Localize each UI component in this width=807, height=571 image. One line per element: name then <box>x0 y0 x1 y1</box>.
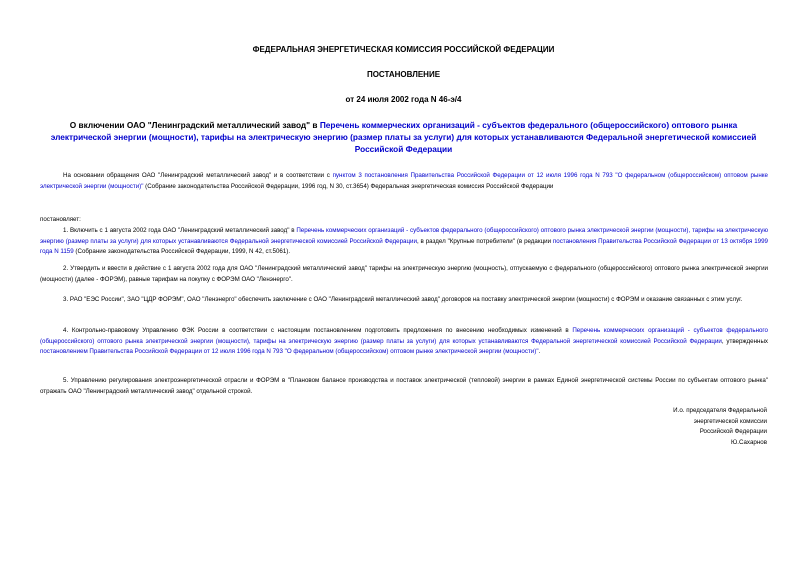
preamble-text-1: На основании обращения ОАО "Ленинградский металлический завод" и в соответствии с <box>63 172 333 179</box>
item-1-link-2[interactable]: постановления Правительства Российской Федерации от 13 октября 1999 года N 1159 <box>40 237 768 256</box>
item-1-text-2: , в раздел "Крупные потребители" (в редакции <box>416 237 553 245</box>
item-1-link-1[interactable]: Перечень коммерческих организаций - субъектов федерального (общероссийского) оптового рынка электрической энергии (мощности), тарифы на электрическую энергию (размер платы за услуги) для которых устанавливаются Федеральной энергетической комиссией Российской Федерации <box>40 227 768 245</box>
item-4-text-1: 4. Контрольно-правовому Управлению ФЭК России в соответствии с настоящим постановлением подготовить предложения по внесению необходимых изменений в <box>63 327 573 334</box>
title-link[interactable]: Перечень коммерческих организаций - субъектов федерального (общероссийского) оптового рынка электрической энергии (мощности), тарифы на электрическую энергию (размер платы за услуги) для которых устанавливаются Федеральной энергетической комиссией Российской Федерации <box>50 120 757 154</box>
signature-line-1: И.о. председателя Федеральной <box>673 407 767 414</box>
item-2-text: 2. Утвердить и ввести в действие с 1 августа 2002 года для ОАО "Ленинградский металлический завод" тарифы на электрическую энергию (мощность), отпускаемую с федерального (общероссийского) оптового рынка электрической энергии (мощности) (далее - ФОРЭМ), равные тарифам на покупку с ФОРЭМ ОАО "Ленэнерго". <box>40 265 768 283</box>
title-text: О включении ОАО "Ленинградский металлический завод" в <box>69 120 320 130</box>
item-1-text-3: (Собрание законодательства Российской Федерации, 1999, N 42, ст.5061). <box>73 248 291 256</box>
document-date-number: от 24 июля 2002 года N 46-э/4 <box>345 95 462 104</box>
signature-line-3: Российской Федерации <box>699 428 767 436</box>
organization-heading: ФЕДЕРАЛЬНАЯ ЭНЕРГЕТИЧЕСКАЯ КОМИССИЯ РОССИЙСКОЙ ФЕДЕРАЦИИ <box>252 45 555 54</box>
signature-line-2: энергетической комиссии <box>693 417 767 425</box>
item-5-paragraph <box>40 376 768 397</box>
item-4-text-3: . <box>538 348 541 356</box>
preamble-paragraph <box>40 171 768 192</box>
item-4-paragraph <box>40 326 768 358</box>
item-4-text-2: , утвержденных <box>721 337 768 345</box>
item-3-paragraph <box>40 295 768 306</box>
item-5-text: 5. Управлению регулирования электроэнергетической отрасли и ФОРЭМ в "Плановом балансе производства и поставок электрической (тепловой) энергии в рамках Единой энергетической системы России по субъектам оптового рынка" отражать ОАО "Ленинградский металлический завод" отдельной строкой. <box>40 377 768 395</box>
document-type: ПОСТАНОВЛЕНИЕ <box>366 70 441 79</box>
signature-name: Ю.Сахарнов <box>730 438 767 446</box>
document-title <box>40 119 767 155</box>
item-4-link-2[interactable]: постановлением Правительства Российской Федерации от 12 июля 1996 года N 793 "О федеральном (общероссийском) оптовом рынке электрической энергии (мощности)" <box>40 348 539 356</box>
item-3-text: 3. РАО "ЕЭС России", ЗАО "ЦДР ФОРЭМ", ОАО "Ленэнерго" обеспечить заключение с ОАО "Ленинградский металлический завод" договоров на поставку электрической энергии (мощности) с ФОРЭМ и оказание связанных с этим услуг. <box>63 296 743 303</box>
item-4-link-1[interactable]: Перечень коммерческих организаций - субъектов федерального (общероссийского) оптового рынка электрической энергии (мощности), тарифы на электрическую энергию (размер платы за услуги) для которых устанавливаются Федеральной энергетической комиссией Российской Федерации <box>40 327 768 345</box>
preamble-text-2: (Собрание законодательства Российской Федерации, 1996 год, N 30, ст.3654) Федеральная энергетическая комиссия Российской Федерации <box>143 182 554 190</box>
item-1-paragraph <box>40 226 768 258</box>
resolves-label: постановляет: <box>40 216 81 223</box>
item-2-paragraph <box>40 264 768 285</box>
item-1-text-1: 1. Включить с 1 августа 2002 года ОАО "Ленинградский металлический завод" в <box>63 227 297 234</box>
signature-block <box>673 406 767 448</box>
preamble-link[interactable]: пунктом 3 постановления Правительства Российской Федерации от 12 июля 1996 года N 793 "О федеральном (общероссийском) оптовом рынке электрической энергии (мощности)" <box>40 172 768 190</box>
